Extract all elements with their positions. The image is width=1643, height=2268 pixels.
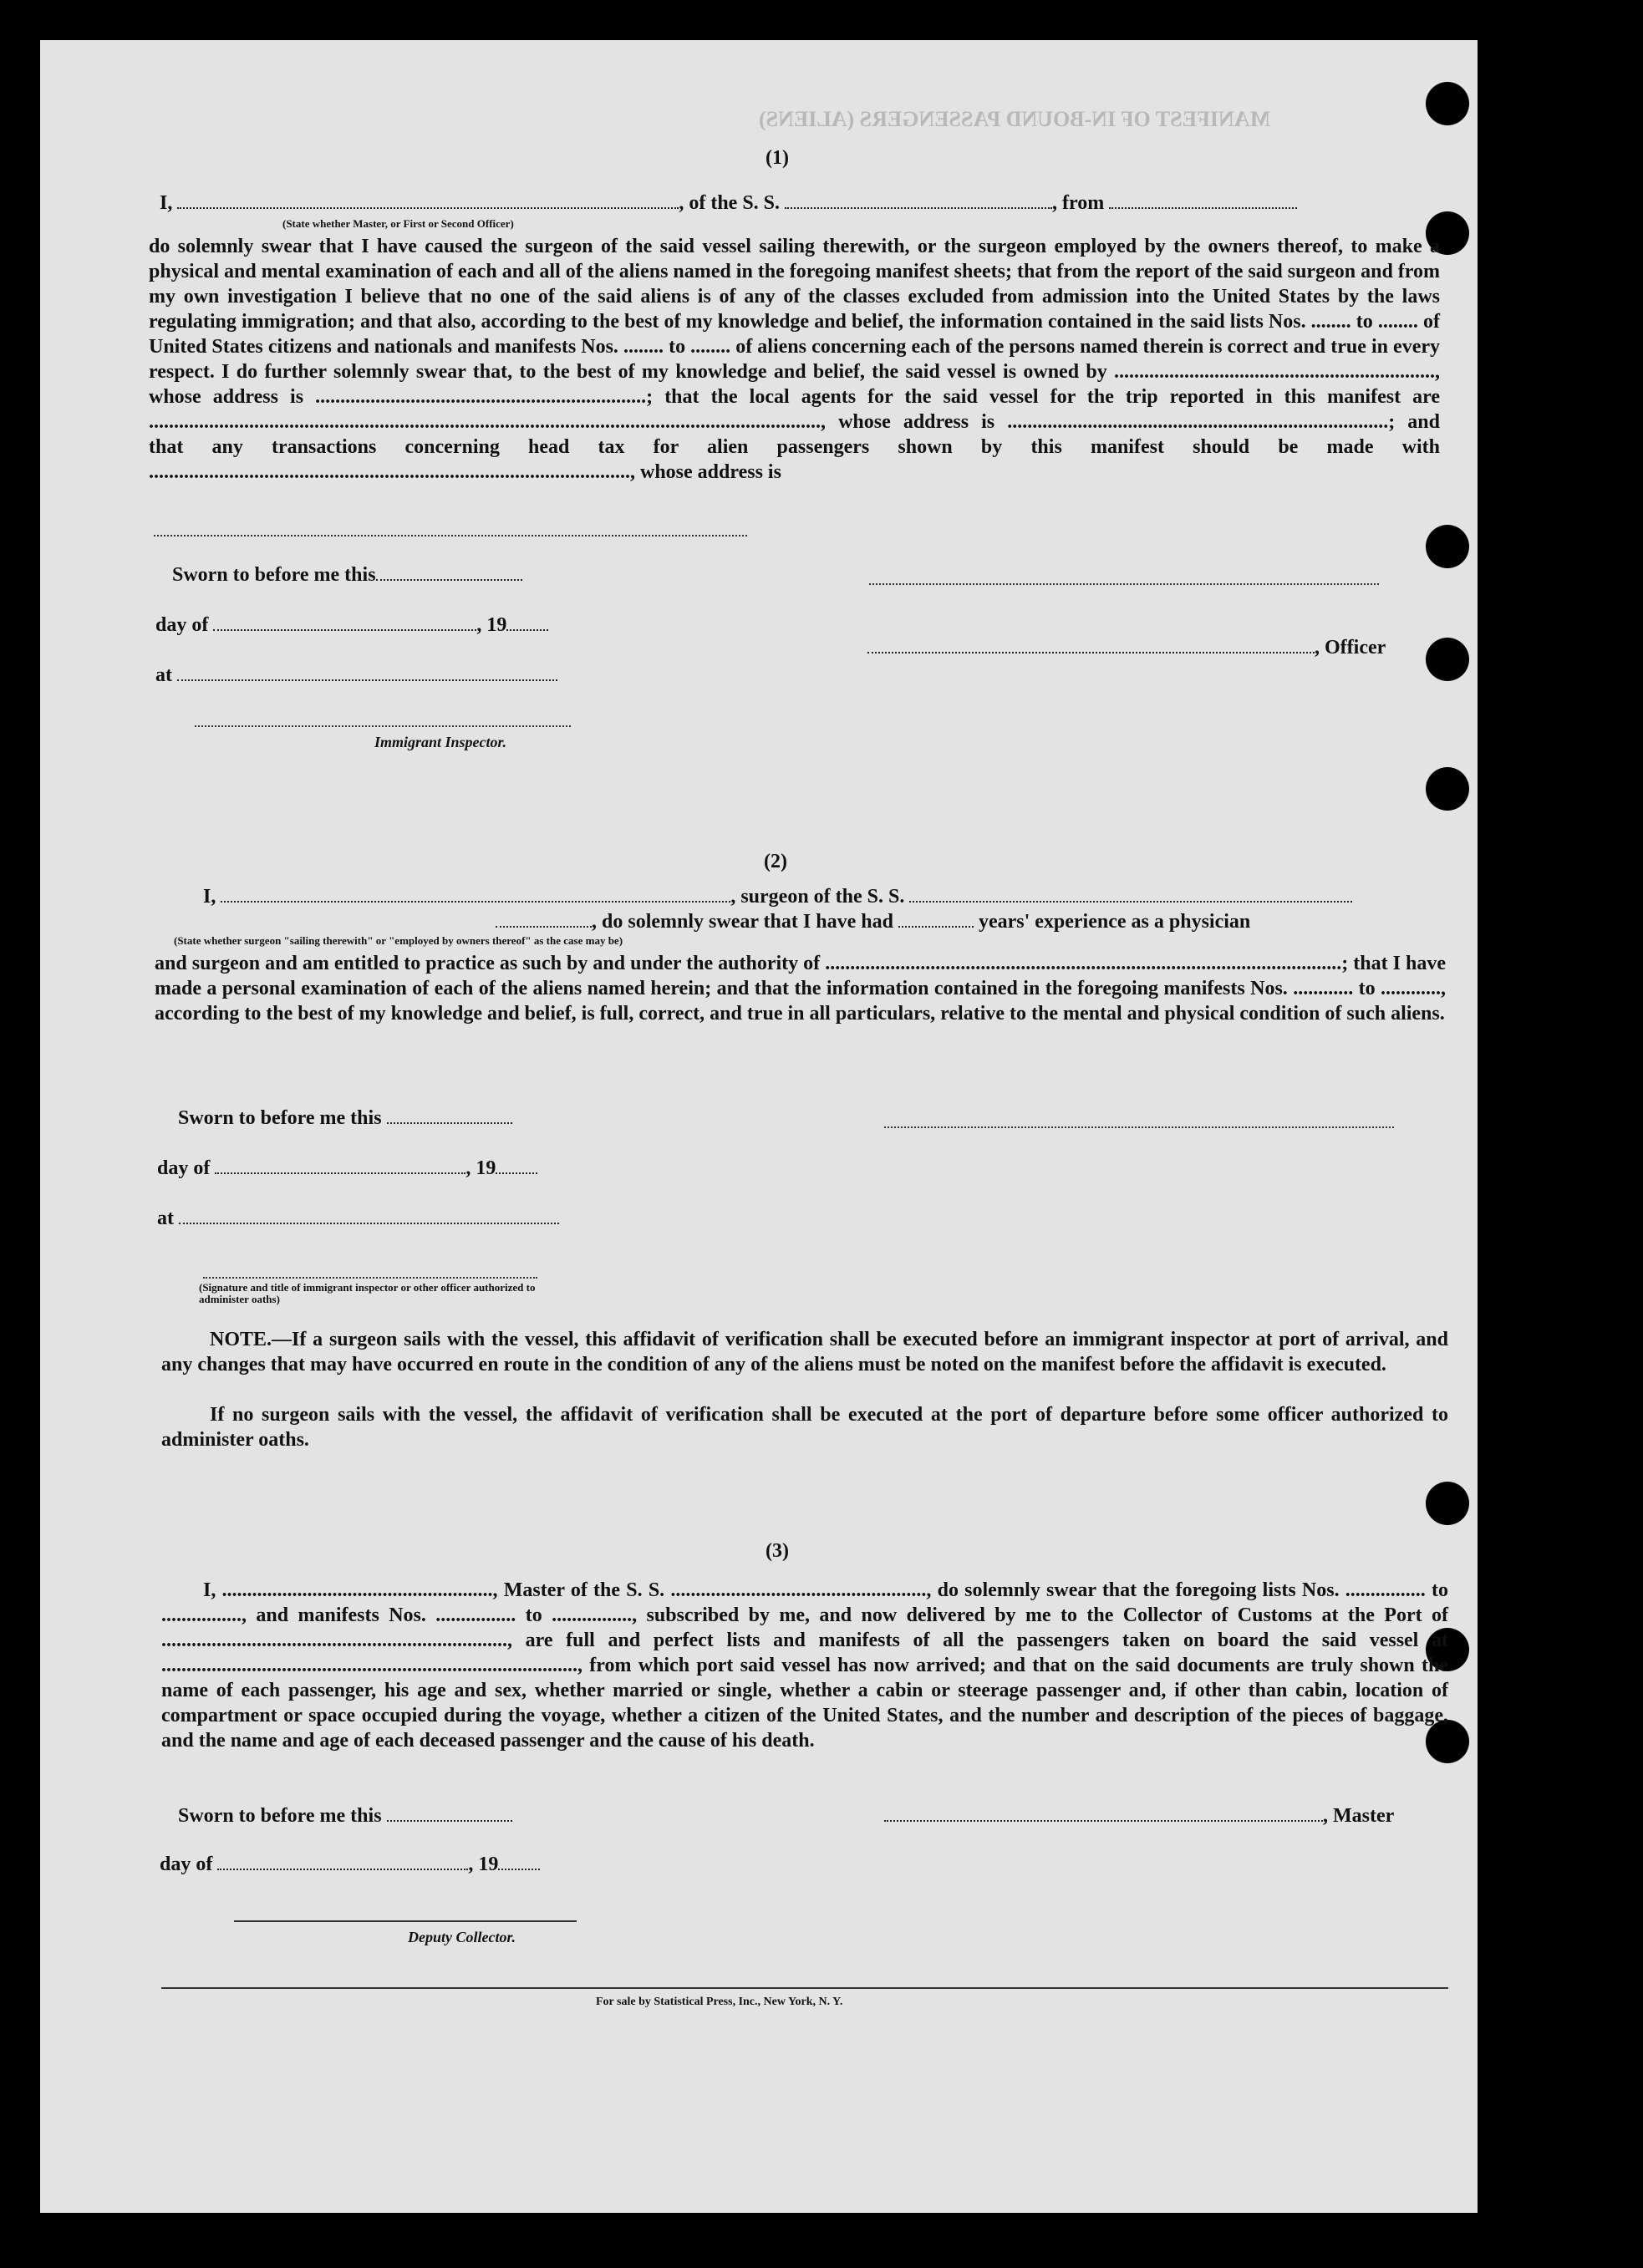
section1-body: do solemnly swear that I have caused the surgeon of the said vessel sailing therewith, or the surgeon employed by the owners thereof, to make a physical and mental examination of each and all of the aliens named in the foregoing manifest sheets; that from the report of the said surgeon and from my own investigation I believe that no one of the said aliens is of any of the classes excluded from admission into the United States by the laws regulating immigration; and that also, according to the best of my knowledge and belief, the information contained in the said lists Nos. ........ to ........ of United States citizens and nationals and manifests Nos. ........ to ........ of aliens concerning each of the persons named therein is correct and true in every respect. I do further solemnly swear that, to the best of my knowledge and belief, the said vessel is owned by ................................................................, whose address is ..................................................................; that the local agents for the said vessel for the trip reported in this manifest are ......................................................................................................................................, whose address is ............................................................................; and that any transactions concerning head tax for alien passengers shown by this manifest should be made with ................................................................................................, whose address is bbox=[149, 236, 1440, 483]
oath-officer-line bbox=[203, 1277, 537, 1279]
section3-day: day of , 19 bbox=[160, 1852, 540, 1877]
section2-sig-note: (Signature and title of immigrant inspector or other officer authorized to administer oaths) bbox=[199, 1281, 536, 1305]
section2-oath-line: I, , surgeon of the S. S. bbox=[203, 884, 1352, 909]
inspector-signature-line bbox=[195, 725, 571, 727]
section3-body: I, ......................................................, Master of the S. S. ..................................................., do solemnly swear that the foregoing lists Nos. ................ to ................, and manifests Nos. ................ to ................, subscribed by me, and now delivered by me to the Collector of Customs at the Port of ....................................................................., are full and perfect lists and manifests of all the passengers taken on board the said vessel at ..................................................................................., from which port said vessel has now arrived; and that on the said documents are truly shown the name of each passenger, his age and sex, whether married or single, whether a cabin or steerage passenger and, if other than cabin, location of compartment or space occupied during the voyage, whether a citizen of the United States, and the number and description of the pieces of baggage, and the name and age of each deceased passenger and the cause of his death. bbox=[161, 1579, 1448, 1752]
section2-surgeon-hint: (State whether surgeon "sailing therewith" or "employed by owners thereof" as the case may be) bbox=[174, 934, 623, 947]
punch-hole bbox=[1426, 525, 1469, 568]
printer-imprint: For sale by Statistical Press, Inc., New York, N. Y. bbox=[596, 1996, 843, 2008]
section2-years-line: , do solemnly swear that I have had years' experience as a physician bbox=[496, 909, 1250, 934]
punch-hole bbox=[1426, 1482, 1469, 1525]
form-page bbox=[40, 40, 1478, 2213]
punch-hole bbox=[1426, 767, 1469, 811]
section1-oath-line: I, , of the S. S. , from bbox=[160, 191, 1297, 216]
officer-signature-line bbox=[869, 583, 1379, 585]
section2-sworn: Sworn to before me this bbox=[178, 1106, 512, 1131]
collector-signature-line bbox=[234, 1920, 577, 1922]
section1-heading: (1) bbox=[766, 147, 789, 169]
punch-hole bbox=[1426, 638, 1469, 681]
address-line bbox=[154, 535, 747, 536]
section2-heading: (2) bbox=[764, 851, 787, 872]
section1-at: at bbox=[155, 663, 557, 688]
section2-note2: If no surgeon sails with the vessel, the affidavit of verification shall be executed at the port of departure before some officer authorized to administer oaths. bbox=[161, 1404, 1448, 1451]
section2-day: day of , 19 bbox=[157, 1156, 537, 1181]
section2-body: and surgeon and am entitled to practice as such by and under the authority of .......................................................................................................; that I have made a personal examination of each of the aliens named herein; and that the information contained in the foregoing manifests Nos. ............ to ............, according to the best of my knowledge and belief, is full, correct, and true in all particulars, relative to the mental and physical condition of such aliens. bbox=[155, 953, 1446, 1025]
section1-sworn: Sworn to before me this bbox=[172, 562, 522, 587]
section3-collector: Deputy Collector. bbox=[408, 1929, 516, 1945]
section1-day: day of , 19 bbox=[155, 613, 548, 638]
section3-master: , Master bbox=[884, 1803, 1394, 1828]
section3-heading: (3) bbox=[766, 1540, 789, 1562]
section1-officer-hint: (State whether Master, or First or Second Officer) bbox=[282, 217, 514, 230]
surgeon-signature-line bbox=[884, 1126, 1394, 1128]
footer-rule bbox=[161, 1987, 1448, 1989]
section2-at: at bbox=[157, 1206, 559, 1231]
bleed-through: MANIFEST OF IN-BOUND PASSENGERS (ALIENS) bbox=[759, 107, 1271, 131]
section3-sworn: Sworn to before me this bbox=[178, 1803, 512, 1828]
section1-inspector: Immigrant Inspector. bbox=[374, 734, 507, 750]
punch-hole bbox=[1426, 82, 1469, 125]
section1-officer: , Officer bbox=[867, 635, 1386, 660]
section2-note1: NOTE.—If a surgeon sails with the vessel, this affidavit of verification shall be executed before an immigrant inspector at port of arrival, and any changes that may have occurred en route in the condition of any of the aliens must be noted on the manifest before the affidavit is executed. bbox=[161, 1329, 1448, 1376]
